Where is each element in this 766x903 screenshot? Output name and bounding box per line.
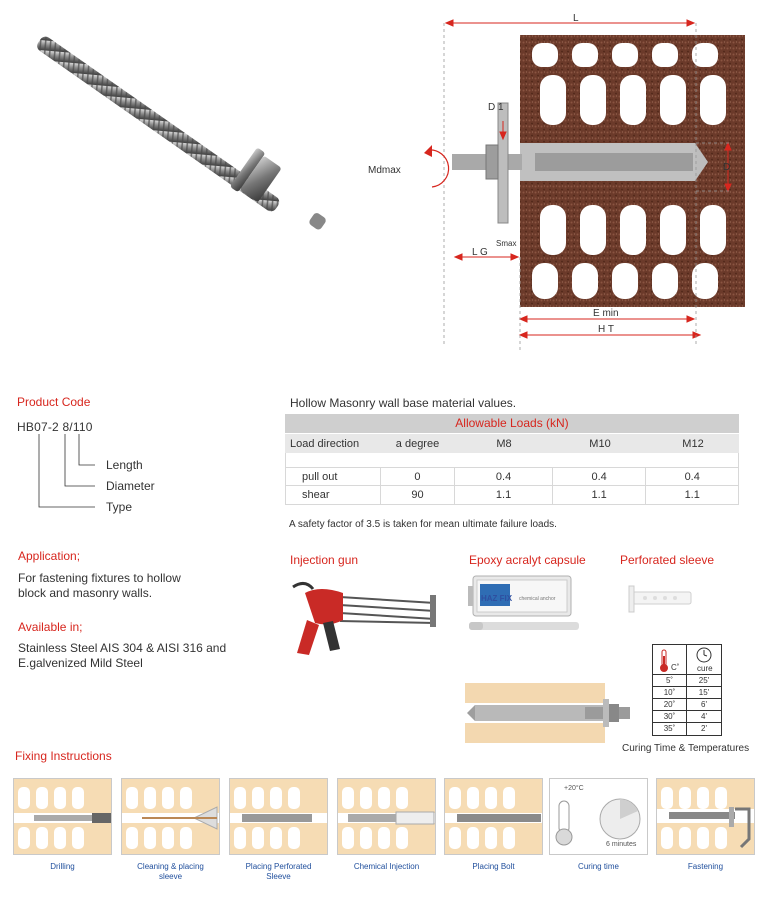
perforated-sleeve-image bbox=[625, 582, 695, 618]
step-label: Curing time bbox=[578, 862, 619, 871]
table-cell: 0 bbox=[381, 468, 456, 485]
loads-table-header: Allowable Loads (kN) bbox=[285, 414, 739, 433]
loads-table-title: Hollow Masonry wall base material values. bbox=[290, 396, 517, 410]
capsule-brand: HAZ FIX bbox=[481, 594, 513, 603]
application-text-2: block and masonry walls. bbox=[18, 586, 153, 600]
installed-anchor-image bbox=[465, 683, 635, 743]
table-cell: 1.1 bbox=[684, 489, 700, 501]
product-code-leader-lines bbox=[15, 430, 115, 515]
column-header: M12 bbox=[682, 437, 704, 450]
fixing-instructions-title: Fixing Instructions bbox=[15, 749, 112, 763]
table-row bbox=[653, 675, 721, 687]
product-code-type: Type bbox=[106, 500, 133, 514]
step-label: Drilling bbox=[50, 862, 75, 871]
available-text-1: Stainless Steel AIS 304 & AISI 316 and bbox=[18, 641, 227, 655]
table-cell: 15' bbox=[698, 688, 710, 697]
column-header: Load direction bbox=[290, 437, 360, 450]
thermometer-icon bbox=[657, 648, 671, 674]
sleeve-title: Perforated sleeve bbox=[620, 553, 715, 567]
column-header: a degree bbox=[395, 437, 440, 450]
curing-table bbox=[652, 644, 722, 736]
product-code-part-a: HB07-2 bbox=[17, 420, 59, 434]
available-title: Available in; bbox=[18, 620, 83, 634]
table-cell: 10˚ bbox=[653, 687, 687, 698]
epoxy-capsule-image bbox=[465, 572, 585, 642]
step-placing-bolt-image bbox=[444, 778, 543, 855]
table-cell: 30˚ bbox=[653, 711, 687, 722]
curing-temperature: +20°C bbox=[564, 785, 584, 792]
step-label: Chemical Injection bbox=[353, 862, 420, 871]
table-cell: 0.4 bbox=[684, 471, 700, 483]
product-code-part-b: 8/110 bbox=[62, 420, 93, 434]
label-D1: D 1 bbox=[488, 102, 504, 113]
label-D: D bbox=[723, 162, 731, 173]
table-cell: 6' bbox=[701, 700, 707, 709]
table-cell: 0.4 bbox=[553, 468, 647, 485]
table-row bbox=[285, 467, 739, 486]
application-text-1: For fastening fixtures to hollow bbox=[18, 571, 181, 585]
table-cell: 2' bbox=[701, 724, 707, 733]
step-curing-image bbox=[549, 778, 648, 855]
label-Emin: E min bbox=[593, 308, 619, 319]
injection-gun-title: Injection gun bbox=[290, 553, 359, 567]
table-row bbox=[653, 711, 721, 723]
label-LG: L G bbox=[472, 247, 488, 258]
curing-caption: Curing Time & Temperatures bbox=[622, 743, 750, 754]
column-header: M10 bbox=[589, 437, 611, 450]
step-label: Cleaning & placing sleeve bbox=[137, 862, 204, 881]
available-text-2: E.galvenized Mild Steel bbox=[18, 656, 143, 670]
cure-label: cure bbox=[697, 664, 713, 673]
label-Smax: Smax bbox=[496, 239, 517, 248]
cure-cell bbox=[687, 645, 721, 674]
thermometer-cell bbox=[653, 645, 687, 674]
table-cell: shear bbox=[286, 486, 381, 504]
curing-minutes: 6 minutes bbox=[606, 841, 637, 848]
step-label: Placing Bolt bbox=[472, 862, 515, 871]
clock-icon bbox=[696, 647, 712, 663]
table-cell: 0.4 bbox=[455, 468, 553, 485]
step-injection-image bbox=[337, 778, 436, 855]
table-cell: 25' bbox=[698, 676, 710, 685]
label-L: L bbox=[573, 13, 579, 24]
step-drilling-image bbox=[13, 778, 112, 855]
product-code-diameter: Diameter bbox=[106, 479, 155, 493]
column-header: M8 bbox=[496, 437, 512, 450]
table-row bbox=[653, 723, 721, 735]
table-row bbox=[653, 699, 721, 711]
installation-diagram bbox=[360, 5, 760, 355]
step-label: Placing Perforated Sleeve bbox=[245, 862, 312, 881]
table-cell: 1.1 bbox=[455, 486, 553, 504]
capsule-title: Epoxy acralyt capsule bbox=[469, 553, 586, 567]
table-cell: 5˚ bbox=[653, 675, 687, 686]
step-label: Fastening bbox=[687, 862, 724, 871]
threaded-rod-image bbox=[20, 25, 350, 250]
loads-table-columns bbox=[285, 433, 739, 453]
table-cell: 4' bbox=[701, 712, 707, 721]
table-cell: 20˚ bbox=[653, 699, 687, 710]
step-placing-sleeve-image bbox=[229, 778, 328, 855]
step-cleaning-image bbox=[121, 778, 220, 855]
table-cell: 90 bbox=[381, 486, 456, 504]
table-cell: 35˚ bbox=[653, 723, 687, 735]
capsule-brand-sub: chemical anchor bbox=[519, 596, 556, 602]
step-fastening-image bbox=[656, 778, 755, 855]
table-cell: pull out bbox=[286, 468, 381, 485]
application-title: Application; bbox=[18, 549, 81, 563]
table-cell: 1.1 bbox=[553, 486, 647, 504]
safety-note: A safety factor of 3.5 is taken for mean ultimate failure loads. bbox=[289, 519, 557, 530]
product-code-length: Length bbox=[106, 458, 143, 472]
injection-gun-image bbox=[285, 575, 450, 660]
label-Mdmax: Mdmax bbox=[368, 165, 401, 176]
label-HT: H T bbox=[598, 324, 614, 335]
table-row bbox=[653, 687, 721, 699]
temperature-unit: C˚ bbox=[671, 663, 680, 672]
product-code-title: Product Code bbox=[17, 395, 91, 409]
table-row bbox=[285, 486, 739, 505]
loads-table bbox=[285, 414, 739, 505]
